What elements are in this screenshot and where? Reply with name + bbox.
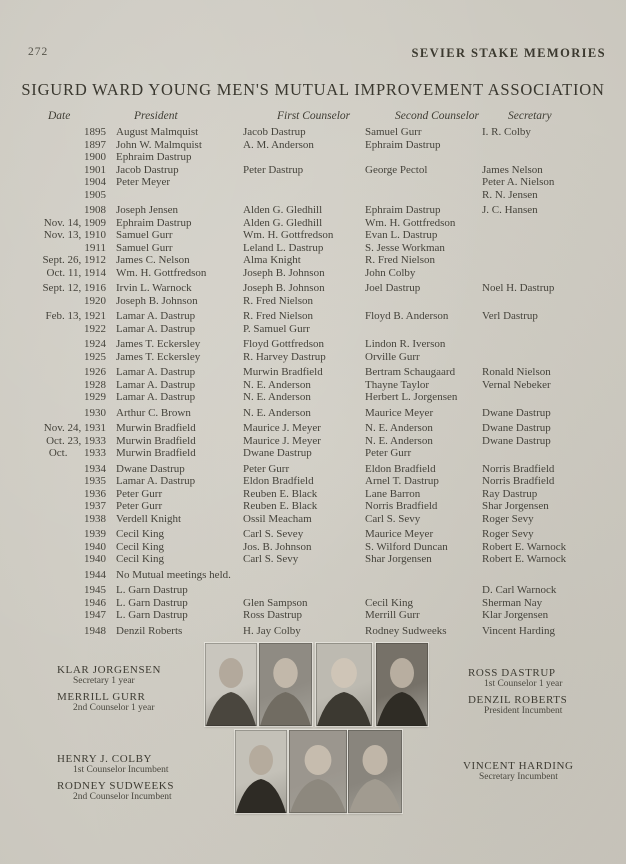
- portrait-photo: [316, 643, 372, 726]
- table-row: [30, 351, 618, 364]
- president-cell: [106, 189, 243, 202]
- table-row: [30, 204, 618, 217]
- secretary-cell: R. N. Jensen: [482, 188, 538, 201]
- date-cell: Sept. 12, 1916: [42, 282, 106, 294]
- table-row: [30, 338, 618, 351]
- page-title: SIGURD WARD YOUNG MEN'S MUTUAL IMPROVEMENT ASSOCIATION: [21, 80, 605, 99]
- table-row: [30, 447, 618, 460]
- first-counselor-cell: [243, 584, 365, 597]
- secretary-cell: D. Carl Warnock: [482, 584, 557, 596]
- table-row: [30, 475, 618, 488]
- table-row: [30, 366, 618, 379]
- first-counselor-cell: Maurice J. Meyer: [243, 434, 321, 447]
- president-cell: Irvin L. Warnock: [116, 282, 192, 294]
- table-row: [30, 597, 618, 610]
- first-counselor-cell: Glen Sampson: [243, 596, 308, 609]
- president-cell: L. Garn Dastrup: [116, 584, 188, 596]
- president-cell: L. Garn Dastrup: [116, 596, 188, 609]
- president-cell: Verdell Knight: [116, 512, 182, 525]
- president-cell: Joseph Jensen: [116, 204, 179, 216]
- first-counselor-cell: Maurice J. Meyer: [243, 422, 321, 434]
- second-counselor-cell: N. E. Anderson: [365, 434, 433, 447]
- secretary-cell: Robert E. Warnock: [482, 553, 567, 565]
- secretary-cell: [482, 217, 618, 230]
- president-cell: Lamar A. Dastrup: [116, 475, 196, 487]
- secretary-cell: I. R. Colby: [482, 126, 531, 138]
- table-row: [30, 164, 618, 177]
- first-counselor-cell: Peter Dastrup: [243, 163, 304, 176]
- president-cell: Lamar A. Dastrup: [116, 310, 196, 322]
- portrait-silhouette: [289, 730, 347, 813]
- second-counselor-cell: Wm. H. Gottfredson: [365, 216, 456, 229]
- first-counselor-cell: Carl S. Sevey: [243, 528, 304, 540]
- second-counselor-cell: Rodney Sudweeks: [365, 624, 447, 637]
- secretary-cell: James Nelson: [482, 163, 543, 176]
- table-row: [30, 379, 618, 392]
- president-cell: Ephraim Dastrup: [116, 216, 192, 229]
- second-counselor-cell: [365, 176, 482, 189]
- officer-name: RODNEY SUDWEEKS: [57, 780, 175, 792]
- table-row: [30, 584, 618, 597]
- table-row: [30, 435, 618, 448]
- first-counselor-cell: Jacob Dastrup: [243, 126, 306, 138]
- table-row: [30, 609, 618, 622]
- president-cell: Cecil King: [116, 553, 164, 565]
- date-cell: Oct. 1933: [48, 447, 106, 459]
- first-counselor-cell: Carl S. Sevy: [243, 553, 299, 565]
- president-cell: Wm. H. Gottfredson: [116, 266, 207, 279]
- president-cell: Peter Gurr: [116, 500, 163, 512]
- secretary-cell: Norris Bradfield: [482, 462, 555, 475]
- secretary-cell: [482, 229, 618, 242]
- table-row: [30, 139, 618, 152]
- date-cell: 1938: [84, 512, 106, 525]
- portrait-photo: [259, 643, 312, 726]
- caption-block-left-top: [57, 664, 161, 718]
- officer-name: DENZIL ROBERTS: [468, 694, 568, 706]
- second-counselor-cell: Thayne Taylor: [365, 378, 430, 391]
- first-counselor-cell: Ossil Meacham: [243, 512, 312, 525]
- secretary-cell: [482, 323, 618, 336]
- table-row: [30, 488, 618, 501]
- portrait-photo: [348, 730, 402, 813]
- date-cell: Sept. 26, 1912: [42, 254, 106, 266]
- secretary-cell: Robert E. Warnock: [482, 540, 567, 553]
- secretary-cell: [482, 254, 618, 267]
- secretary-cell: Roger Sevy: [482, 528, 534, 540]
- first-counselor-cell: R. Fred Nielson: [243, 294, 313, 307]
- first-counselor-cell: Joseph B. Johnson: [243, 266, 325, 279]
- officer-role: President Incumbent: [484, 706, 563, 716]
- page-number: 272: [28, 46, 49, 58]
- date-cell: 1920: [84, 294, 106, 307]
- president-cell: Peter Gurr: [116, 487, 163, 500]
- date-cell: 1940: [84, 553, 106, 565]
- portrait-silhouette: [348, 730, 402, 813]
- first-counselor-cell: Reuben E. Black: [243, 487, 318, 500]
- table-row: [30, 310, 618, 323]
- table-row: [30, 391, 618, 404]
- officer-name: VINCENT HARDING: [463, 760, 574, 772]
- first-counselor-cell: [243, 176, 365, 189]
- officer-role: 1st Counselor 1 year: [484, 679, 563, 689]
- column-header-first-counselor: First Counselor: [277, 110, 351, 122]
- second-counselor-cell: R. Fred Nielson: [365, 254, 435, 266]
- table-row: [30, 463, 618, 476]
- caption-block-left-bottom: [57, 753, 174, 807]
- secretary-cell: [482, 267, 618, 280]
- date-cell: Oct. 11, 1914: [46, 266, 106, 279]
- second-counselor-cell: Orville Gurr: [365, 350, 420, 363]
- table-row: [30, 176, 618, 189]
- table-row: [30, 126, 618, 139]
- column-header-secretary: Secretary: [508, 110, 552, 122]
- secretary-cell: Sherman Nay: [482, 596, 543, 609]
- note-cell: No Mutual meetings held.: [116, 568, 231, 581]
- table-body: [30, 126, 618, 637]
- first-counselor-cell: R. Fred Nielson: [243, 310, 313, 322]
- date-cell: 1935: [84, 475, 106, 487]
- first-counselor-cell: P. Samuel Gurr: [243, 322, 310, 335]
- table-row: [30, 267, 618, 280]
- secretary-cell: Peter A. Nielson: [482, 176, 555, 188]
- president-cell: Denzil Roberts: [116, 624, 183, 637]
- secretary-cell: Dwane Dastrup: [482, 422, 551, 434]
- secretary-cell: Ronald Nielson: [482, 366, 551, 378]
- date-cell: 1926: [84, 366, 106, 378]
- secretary-cell: [482, 139, 618, 152]
- president-cell: James T. Eckersley: [116, 350, 201, 363]
- first-counselor-cell: Alden G. Gledhill: [243, 216, 323, 229]
- date-cell: 1922: [84, 322, 106, 335]
- date-cell: 1924: [84, 338, 106, 350]
- second-counselor-cell: Herbert L. Jorgensen: [365, 391, 458, 403]
- president-cell: Murwin Bradfield: [116, 434, 196, 447]
- portrait-silhouette: [376, 643, 428, 726]
- first-counselor-cell: Alma Knight: [243, 254, 301, 266]
- date-cell: Feb. 13, 1921: [45, 310, 106, 322]
- second-counselor-cell: Lindon R. Iverson: [365, 338, 446, 350]
- secretary-cell: Verl Dastrup: [482, 310, 538, 322]
- officer-name: ROSS DASTRUP: [468, 667, 556, 679]
- president-cell: Cecil King: [116, 540, 164, 553]
- portrait-silhouette: [316, 643, 372, 726]
- second-counselor-cell: Carl S. Sevy: [365, 512, 421, 525]
- running-header: SEVIER STAKE MEMORIES: [411, 46, 606, 60]
- president-cell: Jacob Dastrup: [116, 163, 179, 176]
- date-cell: 1936: [84, 487, 106, 500]
- column-header-date: Date: [48, 110, 71, 122]
- president-cell: Joseph B. Johnson: [116, 294, 198, 307]
- second-counselor-cell: Norris Bradfield: [365, 500, 438, 512]
- second-counselor-cell: S. Jesse Workman: [365, 241, 445, 254]
- table-row: [30, 569, 618, 582]
- portrait-silhouette: [259, 643, 312, 726]
- column-header-second-counselor: Second Counselor: [395, 110, 480, 122]
- date-cell: 1929: [84, 391, 106, 403]
- president-cell: Samuel Gurr: [116, 241, 173, 254]
- table-row: [30, 295, 618, 308]
- date-cell: 1897: [84, 138, 106, 151]
- president-cell: Murwin Bradfield: [116, 447, 196, 459]
- second-counselor-cell: Eldon Bradfield: [365, 462, 436, 475]
- second-counselor-cell: S. Wilford Duncan: [365, 540, 448, 553]
- officer-role: 1st Counselor Incumbent: [73, 765, 169, 775]
- portrait-photo: [235, 730, 287, 813]
- date-cell: Nov. 14, 1909: [43, 216, 106, 229]
- first-counselor-cell: Wm. H. Gottfredson: [243, 229, 334, 241]
- second-counselor-cell: Lane Barron: [365, 487, 421, 500]
- second-counselor-cell: Maurice Meyer: [365, 528, 434, 540]
- date-cell: 1947: [84, 609, 106, 621]
- officer-role: 2nd Counselor 1 year: [73, 703, 155, 713]
- portrait-photo: [376, 643, 428, 726]
- second-counselor-cell: Floyd B. Anderson: [365, 310, 449, 322]
- table-row: [30, 189, 618, 202]
- second-counselor-cell: Ephraim Dastrup: [365, 204, 441, 216]
- president-cell: Lamar A. Dastrup: [116, 322, 196, 335]
- president-cell: Cecil King: [116, 528, 164, 540]
- date-cell: 1930: [84, 406, 106, 419]
- president-cell: L. Garn Dastrup: [116, 609, 188, 621]
- secretary-cell: [482, 151, 618, 164]
- president-cell: Murwin Bradfield: [116, 422, 196, 434]
- portrait-silhouette: [235, 730, 287, 813]
- secretary-cell: [482, 295, 618, 308]
- second-counselor-cell: [365, 151, 482, 164]
- first-counselor-cell: Alden G. Gledhill: [243, 204, 323, 216]
- secretary-cell: [482, 447, 618, 460]
- second-counselor-cell: Peter Gurr: [365, 447, 412, 459]
- president-cell: Arthur C. Brown: [116, 406, 191, 419]
- table-row: [30, 229, 618, 242]
- first-counselor-cell: Leland L. Dastrup: [243, 241, 324, 254]
- first-counselor-cell: N. E. Anderson: [243, 406, 311, 419]
- secretary-cell: Roger Sevy: [482, 512, 534, 525]
- secretary-cell: Norris Bradfield: [482, 475, 555, 487]
- second-counselor-cell: Merrill Gurr: [365, 609, 420, 621]
- first-counselor-cell: Dwane Dastrup: [243, 447, 312, 459]
- secretary-cell: Klar Jorgensen: [482, 609, 549, 621]
- table-row: [30, 541, 618, 554]
- first-counselor-cell: Eldon Bradfield: [243, 475, 314, 487]
- second-counselor-cell: George Pectol: [365, 163, 428, 176]
- table-row: [30, 242, 618, 255]
- date-cell: 1939: [84, 528, 106, 540]
- table-row: [30, 553, 618, 566]
- officers-table: [30, 109, 618, 637]
- table-row: [30, 422, 618, 435]
- secretary-cell: Vernal Nebeker: [482, 378, 551, 391]
- second-counselor-cell: [365, 584, 482, 597]
- date-cell: 1895: [84, 126, 106, 138]
- portrait-silhouette: [205, 643, 257, 726]
- secretary-cell: Vincent Harding: [482, 624, 555, 637]
- date-cell: Nov. 24, 1931: [43, 422, 106, 434]
- date-cell: 1925: [84, 350, 106, 363]
- second-counselor-cell: [365, 189, 482, 202]
- caption-block-right-top: [468, 667, 567, 721]
- secretary-cell: [482, 242, 618, 255]
- date-cell: 1904: [84, 176, 106, 188]
- column-header-president: President: [134, 110, 178, 122]
- second-counselor-cell: Maurice Meyer: [365, 406, 434, 419]
- date-cell: 1900: [84, 151, 106, 163]
- portrait-photo: [205, 643, 257, 726]
- date-cell: 1946: [84, 596, 106, 609]
- first-counselor-cell: H. Jay Colby: [243, 624, 301, 637]
- president-cell: Lamar A. Dastrup: [116, 391, 196, 403]
- secretary-cell: Shar Jorgensen: [482, 500, 549, 512]
- secretary-cell: J. C. Hansen: [482, 204, 538, 216]
- table-row: [30, 323, 618, 336]
- first-counselor-cell: R. Harvey Dastrup: [243, 350, 326, 363]
- second-counselor-cell: Ephraim Dastrup: [365, 138, 441, 151]
- second-counselor-cell: [365, 323, 482, 336]
- secretary-cell: Ray Dastrup: [482, 487, 538, 500]
- table-row: [30, 151, 618, 164]
- date-cell: 1934: [84, 462, 106, 475]
- table-row: [30, 217, 618, 230]
- second-counselor-cell: Arnel T. Dastrup: [365, 475, 439, 487]
- first-counselor-cell: Murwin Bradfield: [243, 366, 323, 378]
- officer-role: 2nd Counselor Incumbent: [73, 792, 172, 802]
- second-counselor-cell: Samuel Gurr: [365, 126, 422, 138]
- first-counselor-cell: Reuben E. Black: [243, 500, 318, 512]
- first-counselor-cell: [243, 151, 365, 164]
- secretary-cell: Dwane Dastrup: [482, 406, 551, 419]
- second-counselor-cell: Shar Jorgensen: [365, 553, 432, 565]
- table-row: [30, 513, 618, 526]
- first-counselor-cell: Peter Gurr: [243, 462, 290, 475]
- date-cell: 1928: [84, 378, 106, 391]
- second-counselor-cell: Bertram Schaugaard: [365, 366, 456, 378]
- caption-block-right-bottom: [463, 760, 574, 787]
- officer-role: Secretary Incumbent: [479, 772, 558, 782]
- date-cell: 1945: [84, 584, 106, 596]
- officer-name: HENRY J. COLBY: [57, 753, 153, 765]
- date-cell: 1940: [84, 540, 106, 553]
- date-cell: Nov. 13, 1910: [43, 229, 106, 241]
- president-cell: Lamar A. Dastrup: [116, 366, 196, 378]
- secretary-cell: [482, 391, 618, 404]
- date-cell: 1911: [84, 241, 106, 254]
- president-cell: August Malmquist: [116, 126, 199, 138]
- president-cell: James T. Eckersley: [116, 338, 201, 350]
- president-cell: John W. Malmquist: [116, 138, 202, 151]
- officer-name: KLAR JORGENSEN: [57, 664, 162, 676]
- table-header-row: [30, 109, 618, 123]
- president-cell: Peter Meyer: [116, 176, 171, 188]
- date-cell: 1937: [84, 500, 106, 512]
- second-counselor-cell: John Colby: [365, 266, 416, 279]
- secretary-cell: Noel H. Dastrup: [482, 282, 555, 294]
- first-counselor-cell: Jos. B. Johnson: [243, 540, 312, 553]
- date-cell: Oct. 23, 1933: [46, 434, 106, 447]
- date-cell: 1944: [84, 568, 106, 581]
- date-cell: 1905: [84, 188, 106, 201]
- officer-name: MERRILL GURR: [57, 691, 146, 703]
- first-counselor-cell: N. E. Anderson: [243, 391, 311, 403]
- first-counselor-cell: A. M. Anderson: [243, 138, 314, 151]
- table-row: [30, 528, 618, 541]
- portrait-photo: [289, 730, 347, 813]
- president-cell: Lamar A. Dastrup: [116, 378, 196, 391]
- first-counselor-cell: Floyd Gottfredson: [243, 338, 324, 350]
- secretary-cell: [482, 338, 618, 351]
- first-counselor-cell: Ross Dastrup: [243, 609, 302, 621]
- first-counselor-cell: [243, 189, 365, 202]
- president-cell: Dwane Dastrup: [116, 462, 185, 475]
- second-counselor-cell: Joel Dastrup: [365, 282, 421, 294]
- second-counselor-cell: N. E. Anderson: [365, 422, 433, 434]
- president-cell: Samuel Gurr: [116, 229, 173, 241]
- second-counselor-cell: [365, 295, 482, 308]
- president-cell: Ephraim Dastrup: [116, 151, 192, 163]
- first-counselor-cell: Joseph B. Johnson: [243, 282, 325, 294]
- table-row: [30, 625, 618, 638]
- secretary-cell: Dwane Dastrup: [482, 434, 551, 447]
- table-row: [30, 500, 618, 513]
- secretary-cell: [482, 351, 618, 364]
- second-counselor-cell: Cecil King: [365, 596, 413, 609]
- table-row: [30, 254, 618, 267]
- officer-role: Secretary 1 year: [73, 676, 135, 686]
- date-cell: 1908: [84, 204, 106, 216]
- date-cell: 1948: [84, 624, 106, 637]
- second-counselor-cell: Evan L. Dastrup: [365, 229, 438, 241]
- table-row: [30, 407, 618, 420]
- date-cell: 1901: [84, 163, 106, 176]
- first-counselor-cell: N. E. Anderson: [243, 378, 311, 391]
- table-row: [30, 282, 618, 295]
- president-cell: James C. Nelson: [116, 254, 190, 266]
